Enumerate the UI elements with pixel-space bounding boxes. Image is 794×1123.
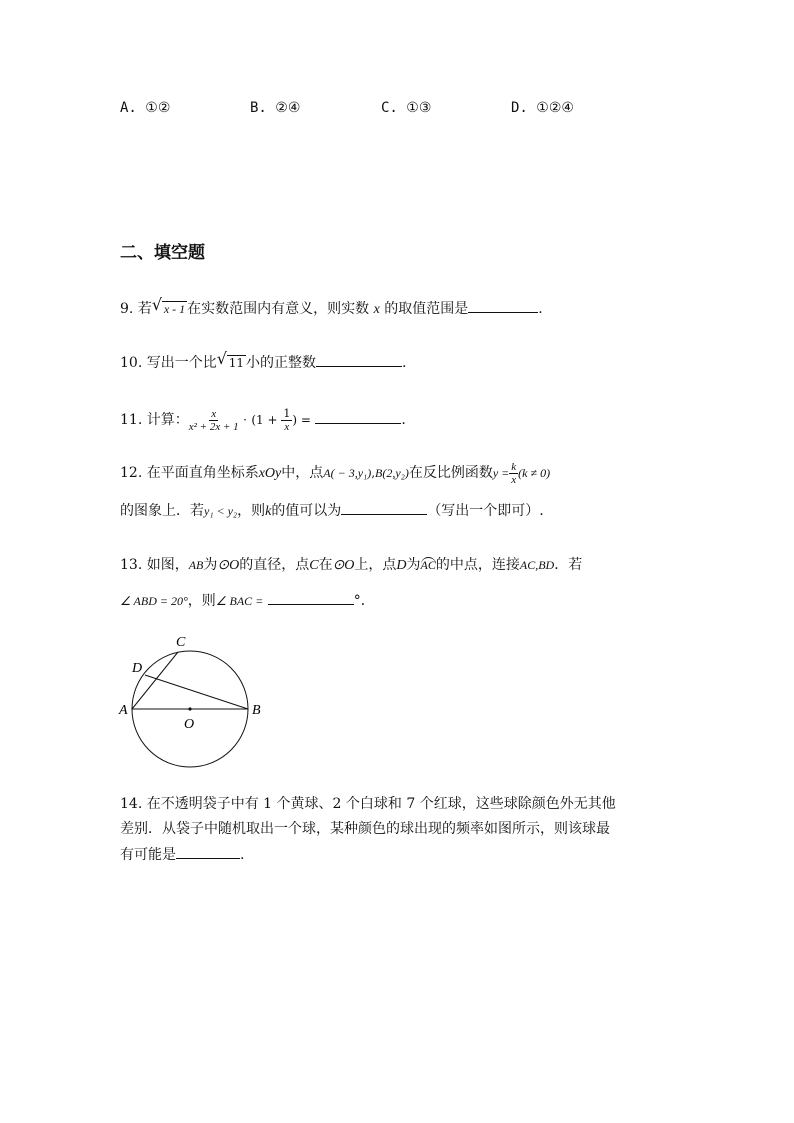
q12-coord-system: xOy: [258, 466, 282, 481]
choice-d: [511, 100, 574, 116]
q13-ab: AB: [188, 558, 204, 572]
q10-text-pre: 写出一个比: [146, 355, 217, 371]
q13-d: D: [396, 558, 407, 573]
q9-text-pre: 若: [137, 301, 152, 317]
q14-line3-pre: 有可能是: [120, 847, 176, 863]
q13-t4: 的直径，点: [239, 557, 310, 573]
q9-radicand: x - 1: [163, 302, 186, 316]
q11-fraction-2: [281, 408, 292, 433]
choice-a-value: ①②: [145, 100, 171, 116]
q13-number: 13.: [120, 557, 143, 573]
q9-number: 9.: [120, 301, 134, 317]
label-d: D: [132, 661, 143, 676]
q14-answer-blank[interactable]: [176, 844, 240, 859]
q13-c: C: [309, 558, 319, 573]
q12-function-lhs: y =: [492, 466, 510, 480]
q13-t14: ．若: [554, 557, 583, 573]
q12-function-fraction: [509, 461, 518, 486]
q12-fn-denominator: x: [511, 473, 517, 486]
q10-end: .: [402, 355, 407, 371]
q11-expr-open: (1 +: [251, 413, 282, 427]
q14-line3-end: .: [240, 847, 245, 863]
q10-answer-blank[interactable]: [316, 352, 402, 367]
q11-expr-close: ) =: [292, 413, 311, 427]
label-o: O: [184, 717, 195, 732]
q12-line2-mid: ，则: [237, 503, 266, 519]
choice-c: [381, 100, 431, 116]
question-13-line2: [120, 590, 375, 611]
q11-fraction: [189, 408, 239, 433]
q11-answer-blank[interactable]: [315, 409, 401, 424]
q12-text-post: 在反比例函数: [408, 465, 493, 481]
q12-k-variable: k: [265, 504, 272, 519]
q12-comma: ,: [371, 466, 376, 480]
q12-point-a: A( − 3,y₁): [323, 466, 372, 480]
q9-text-post2: 的取值范围是: [379, 301, 469, 317]
choice-a: [120, 100, 170, 116]
q12-function-condition: (k ≠ 0): [518, 466, 551, 480]
question-14: [120, 794, 616, 814]
q12-line2-post: 的值可以为: [271, 503, 342, 519]
q9-text-post: 在实数范围内有意义，则实数: [187, 301, 374, 317]
q11-frac2-numerator: 1: [283, 406, 291, 420]
choice-c-value: ①③: [406, 100, 432, 116]
question-10: [120, 349, 407, 373]
q11-text-pre: 计算：: [146, 412, 189, 428]
q12-line2-end: （写出一个即可）.: [427, 503, 544, 519]
q9-variable: x: [373, 302, 380, 317]
question-14-line3: [120, 844, 244, 865]
question-14-line2: 差别．从袋子中随机取出一个球，某种颜色的球出现的频率如图所示，则该球最: [120, 821, 610, 837]
q12-point-b: B(2,y₂): [375, 466, 409, 480]
choice-b-label: B.: [250, 100, 267, 116]
q11-frac-denominator: x² + 2x + 1: [188, 420, 239, 433]
q13-arc-ac: AC: [420, 558, 436, 572]
q11-end: .: [401, 412, 406, 428]
q10-radicand: 11: [228, 356, 244, 370]
label-a: A: [119, 703, 128, 718]
q12-inequality: y₁ < y₂: [204, 504, 238, 518]
q12-answer-blank[interactable]: [341, 500, 427, 515]
q12-line2-pre: 的图象上．若: [120, 503, 204, 519]
q12-fn-numerator: k: [511, 460, 517, 473]
q12-number: 12.: [120, 465, 143, 481]
choice-d-label: D.: [511, 100, 528, 116]
label-c: C: [176, 635, 186, 650]
q13-line2-mid: ，则: [187, 593, 216, 609]
q13-asked-angle: ∠ BAC =: [215, 594, 264, 608]
q10-sqrt: √ 11: [216, 349, 244, 370]
q11-dot: ·: [243, 413, 247, 427]
q9-answer-blank[interactable]: [468, 298, 538, 313]
choice-b: [250, 100, 300, 116]
q10-number: 10.: [120, 355, 143, 371]
question-13: [120, 555, 582, 576]
q13-line2-end: °．: [353, 593, 375, 609]
chord-bd: [145, 675, 248, 709]
q11-frac2-denominator: x: [284, 420, 290, 433]
label-b: B: [252, 703, 261, 718]
q13-answer-blank[interactable]: [268, 590, 354, 605]
question-12-line2: [120, 500, 544, 522]
choice-a-label: A.: [120, 100, 137, 116]
section-title: 二、填空题: [120, 243, 205, 263]
center-point: [188, 707, 191, 710]
q11-number: 11.: [120, 412, 143, 428]
q13-given-angle: ∠ ABD = 20°: [120, 594, 188, 608]
q13-t6: 在: [318, 557, 333, 573]
choice-c-label: C.: [381, 100, 398, 116]
q14-line1: 在不透明袋子中有 1 个黄球、2 个白球和 7 个红球，这些球除颜色外无其他: [146, 796, 616, 812]
question-9: [120, 295, 543, 320]
question-12: [120, 460, 550, 487]
q13-t8: 上，点: [354, 557, 397, 573]
choice-d-value: ①②④: [536, 100, 574, 116]
q13-ac-bd: AC,BD: [519, 558, 555, 572]
q13-t2: 为: [203, 557, 218, 573]
circle-figure: [112, 630, 272, 780]
q12-text-mid: 中，点: [281, 465, 324, 481]
q11-frac-numerator: x: [211, 407, 217, 420]
q13-t0: 如图，: [146, 557, 189, 573]
q13-t12: 的中点，连接: [435, 557, 520, 573]
q13-circle-o-2: ⊙O: [332, 558, 355, 573]
q13-t10: 为: [406, 557, 421, 573]
q12-text-pre: 在平面直角坐标系: [146, 465, 259, 481]
q13-circle-o: ⊙O: [217, 558, 240, 573]
choice-b-value: ②④: [275, 100, 301, 116]
q9-sqrt: √ x - 1: [151, 295, 186, 316]
q14-number: 14.: [120, 796, 143, 812]
question-11: [120, 406, 406, 434]
q10-text-post: 小的正整数: [246, 355, 316, 371]
q9-end: .: [538, 301, 543, 317]
